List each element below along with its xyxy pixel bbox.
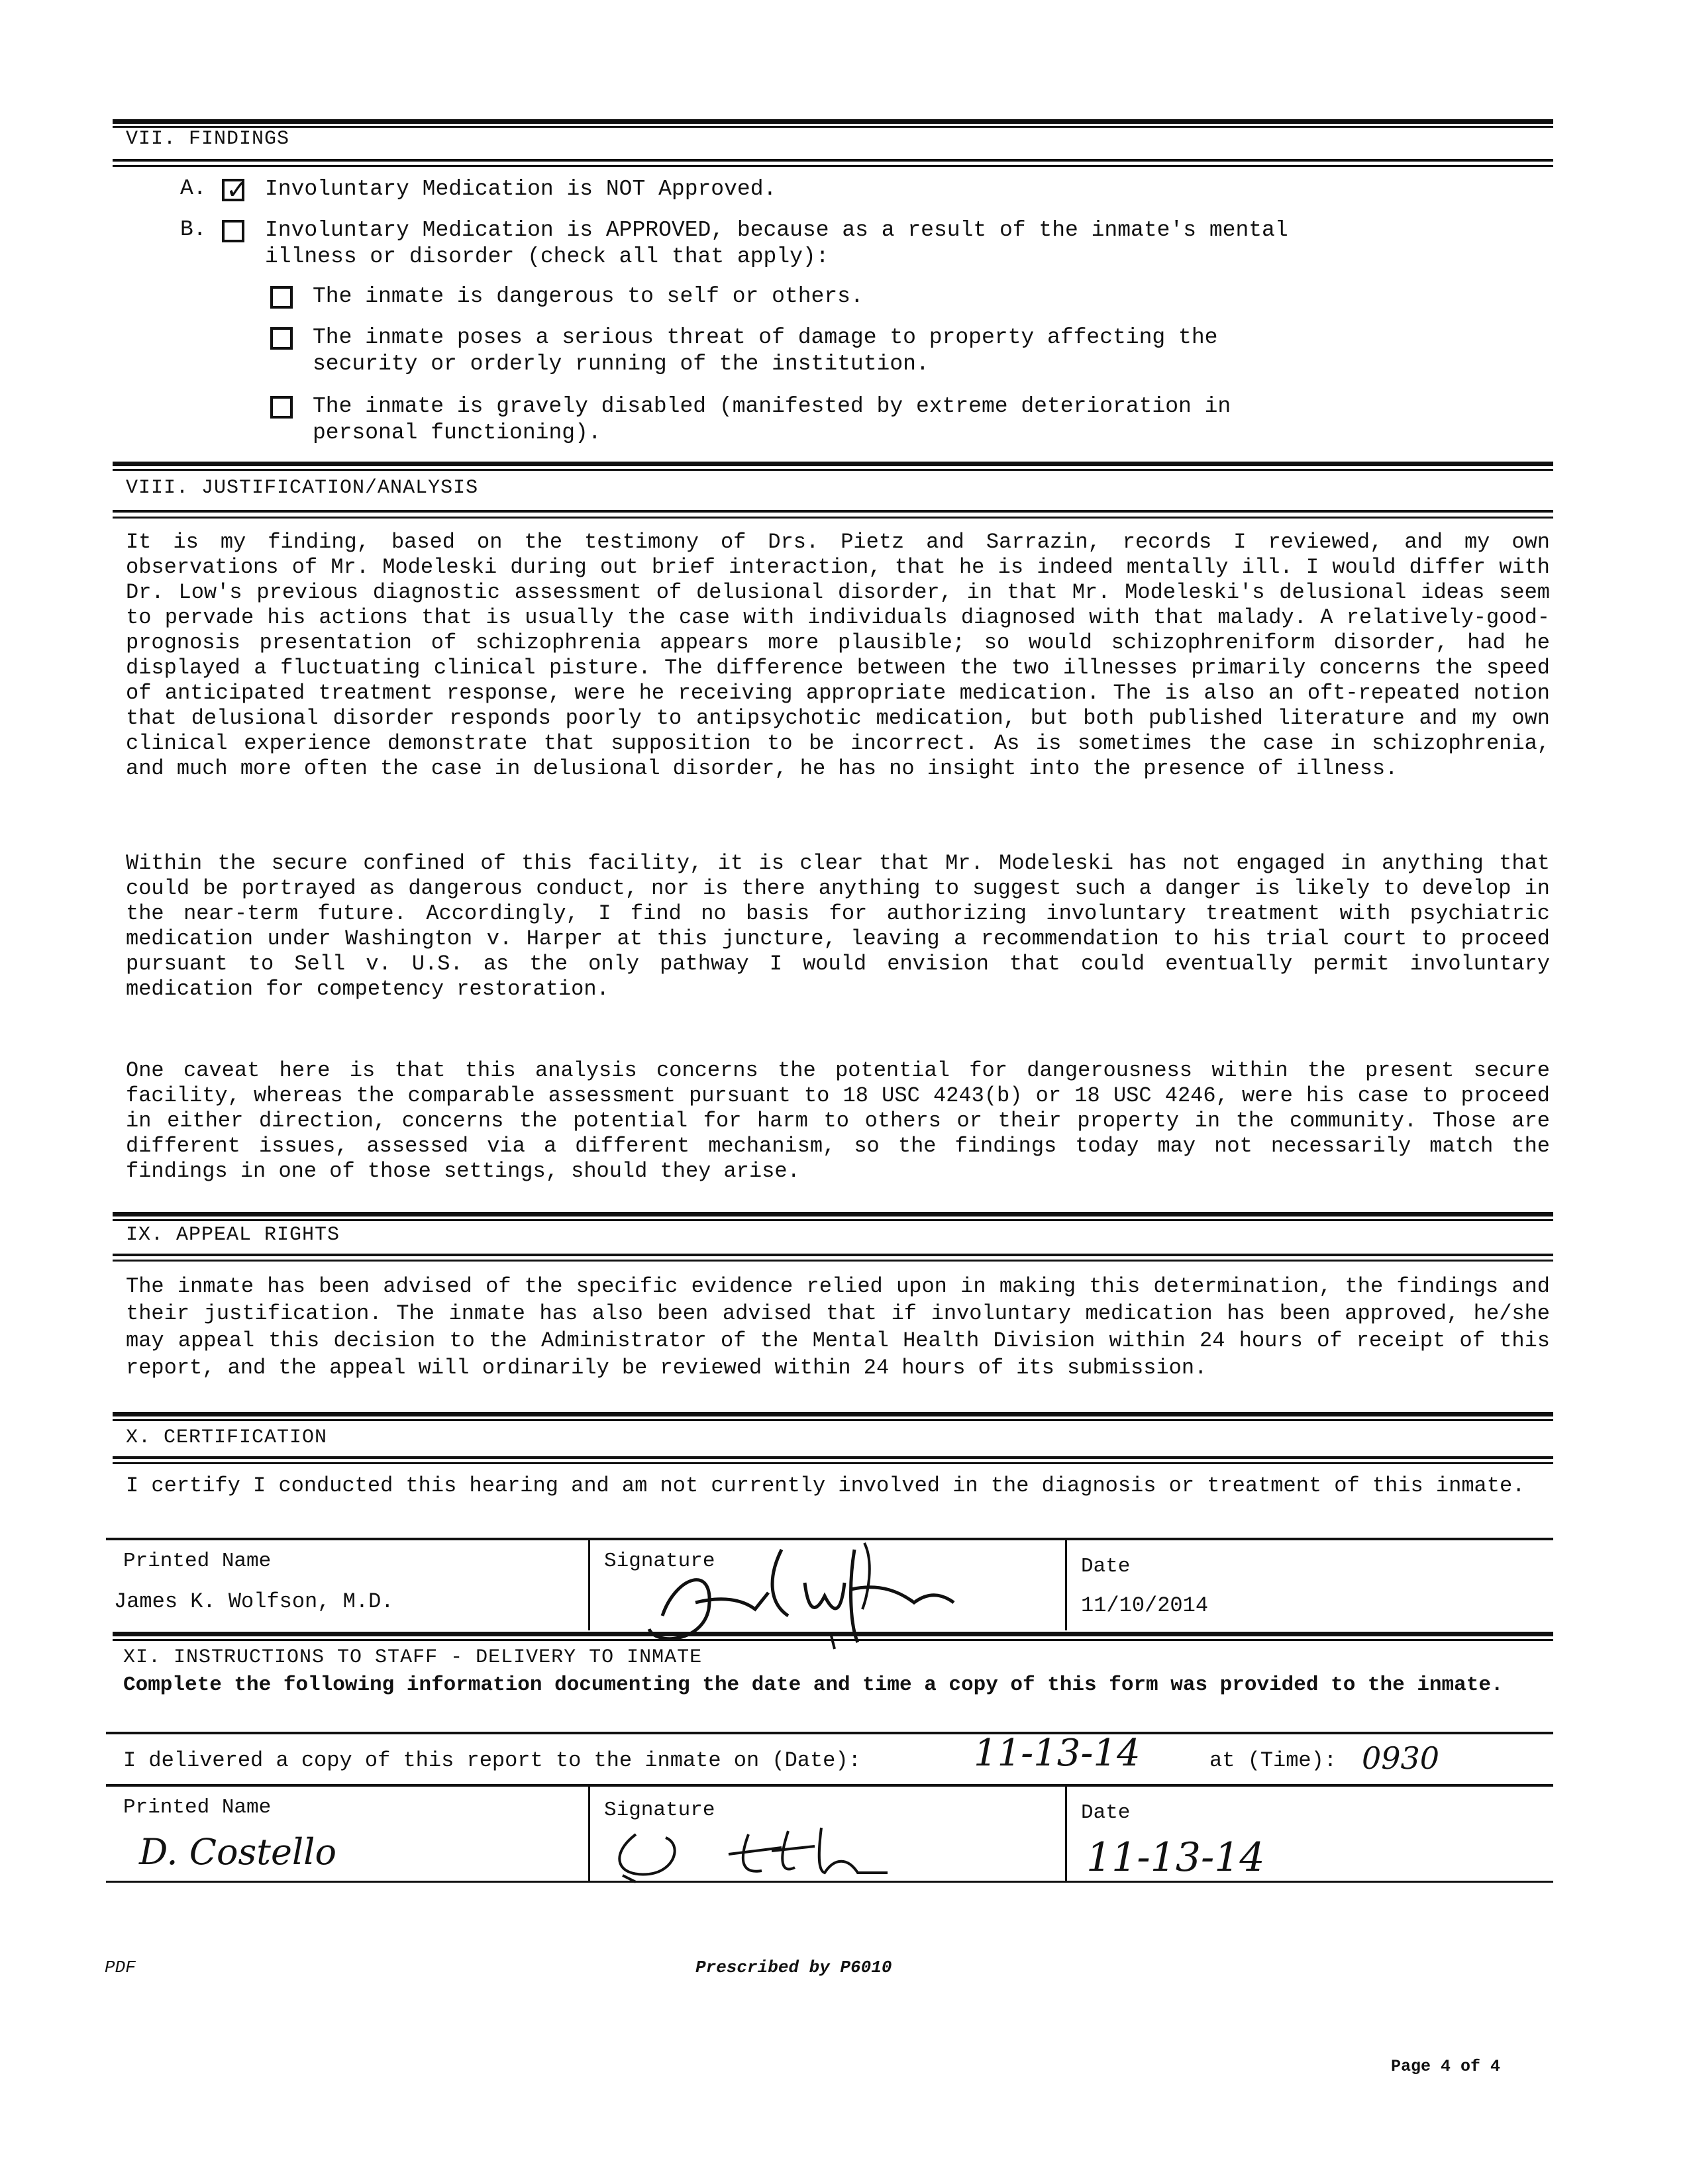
rule (113, 1260, 1553, 1262)
property-threat-checkbox[interactable] (270, 327, 293, 350)
not-approved-label: Involuntary Medication is NOT Approved. (265, 177, 777, 201)
rule (113, 517, 1553, 519)
staff-printed-name: D. Costello (139, 1831, 336, 1873)
property-threat-label: The inmate poses a serious threat of damage to property affecting the security or orderly running of the institution. (313, 325, 1218, 376)
instructions-header: XI. INSTRUCTIONS TO STAFF - DELIVERY TO INMATE (123, 1646, 703, 1669)
handwritten-signature (616, 1536, 987, 1656)
rule (113, 1254, 1553, 1256)
rule (113, 119, 1553, 124)
rule (113, 1219, 1553, 1221)
justification-paragraph-2: Within the secure confined of this facility, it is clear that Mr. Modeleski has not engaged in anything that could be portrayed as dangerous conduct, nor is there anything to suggest such a danger is likely to develop in the near-term future. Accordingly, I find no basis for authorizing involuntary treatment with psychiatric medication under Washington v. Harper at this juncture, leaving a recommendation to his trial court to proceed pursuant to Sell v. U.S. as the only pathway I would envision that could eventually permit involuntary medication for competency restoration. (126, 851, 1550, 1001)
cell-divider (1065, 1538, 1067, 1630)
rule (106, 1881, 1553, 1883)
printed-name-label: Printed Name (123, 1550, 272, 1573)
rule (113, 1419, 1553, 1421)
rule (113, 1456, 1553, 1459)
gravely-disabled-checkbox[interactable] (270, 396, 293, 419)
rule (113, 462, 1553, 466)
rule (106, 1732, 1553, 1734)
certification-text: I certify I conducted this hearing and am not currently involved in the diagnosis or treatment of this inmate. (126, 1473, 1525, 1498)
rule (113, 469, 1553, 471)
printed-name-value: James K. Wolfson, M.D. (114, 1589, 394, 1614)
justification-paragraph-3: One caveat here is that this analysis concerns the potential for dangerousness within the present secure facility, whereas the comparable assessment pursuant to 18 USC 4243(b) or 18 USC 4246, were his case to proceed in either direction, concerns the potential for harm to others or their property in the community. Those are different issues, assessed via a different mechanism, so the findings today may not necessarily match the findings in one of those settings, should they arise. (126, 1058, 1550, 1183)
appeal-text: The inmate has been advised of the specific evidence relied upon in making this determination, the findings and their justification. The inmate has also been advised that if involuntary medication has been approved, he/she may appeal this decision to the Administrator of the Mental Health Division within 24 hours of receipt of this report, and the appeal will ordinarily be reviewed within 24 hours of its submission. (126, 1274, 1550, 1380)
not-approved-checkbox[interactable] (222, 175, 248, 205)
option-b-letter: B. (180, 217, 207, 242)
date-label: Date (1081, 1555, 1131, 1578)
dangerous-checkbox[interactable] (270, 286, 293, 309)
footer-center: Prescribed by P6010 (695, 1958, 892, 1977)
rule (113, 1212, 1553, 1216)
rule (113, 510, 1553, 513)
page-number: Page 4 of 4 (1391, 2057, 1501, 2076)
cell-divider (1065, 1784, 1067, 1882)
option-a-letter: A. (180, 176, 207, 201)
certification-header: X. CERTIFICATION (126, 1426, 328, 1449)
delivered-date: 11-13-14 (974, 1732, 1141, 1775)
cell-divider (588, 1538, 590, 1630)
appeal-header: IX. APPEAL RIGHTS (126, 1224, 340, 1246)
findings-header: VII. FINDINGS (126, 128, 290, 150)
approved-checkbox[interactable] (222, 220, 244, 242)
dangerous-label: The inmate is dangerous to self or others. (313, 284, 864, 309)
rule (113, 1632, 1553, 1636)
justification-header: VIII. JUSTIFICATION/ANALYSIS (126, 477, 479, 499)
rule (113, 159, 1553, 162)
rule (113, 1639, 1553, 1641)
instructions-text: Complete the following information documenting the date and time a copy of this form was provided to the inmate. (123, 1673, 1504, 1697)
delivered-label: I delivered a copy of this report to the inmate on (Date): (123, 1748, 861, 1773)
staff-date: 11-13-14 (1086, 1834, 1265, 1881)
date-value: 11/10/2014 (1081, 1593, 1209, 1618)
staff-signature-label: Signature (604, 1799, 715, 1822)
signature-label: Signature (604, 1550, 715, 1573)
check-mark-icon: ✓ (226, 175, 248, 205)
rule (113, 165, 1553, 167)
rule (113, 126, 1553, 128)
delivered-time: 0930 (1362, 1740, 1440, 1776)
gravely-disabled-label: The inmate is gravely disabled (manifested by extreme deterioration in personal functioning). (313, 394, 1231, 445)
cell-divider (588, 1784, 590, 1882)
staff-handwritten-signature (596, 1821, 901, 1887)
footer-left: PDF (105, 1958, 136, 1977)
approved-label: Involuntary Medication is APPROVED, because as a result of the inmate's mental illness or disorder (check all that apply): (265, 218, 1288, 269)
staff-date-label: Date (1081, 1801, 1131, 1824)
staff-printed-name-label: Printed Name (123, 1796, 272, 1819)
rule (113, 1412, 1553, 1416)
rule (113, 1462, 1553, 1464)
time-label: at (Time): (1209, 1748, 1337, 1773)
rule (106, 1784, 1553, 1787)
justification-paragraph-1: It is my finding, based on the testimony of Drs. Pietz and Sarrazin, records I reviewed, and my own observations of Mr. Modeleski during out brief interaction, that he is indeed mentally ill. I would differ with Dr. Low's previous diagnostic assessment of delusional disorder, in that Mr. Modeleski's delusional ideas seem to pervade his actions that is usually the case with individuals diagnosed with that malady. A relatively-good-prognosis presentation of schizophrenia appears more plausible; so would schizophreniform disorder, had he displayed a fluctuating clinical pisture. The difference between the two illnesses primarily concerns the speed of anticipated treatment response, were he receiving appropriate medication. The is also an oft-repeated notion that delusional disorder responds poorly to antipsychotic medication, but both published literature and my own clinical experience demonstrate that supposition to be incorrect. As is sometimes the case in schizophrenia, and much more often the case in delusional disorder, he has no insight into the presence of illness. (126, 530, 1550, 781)
